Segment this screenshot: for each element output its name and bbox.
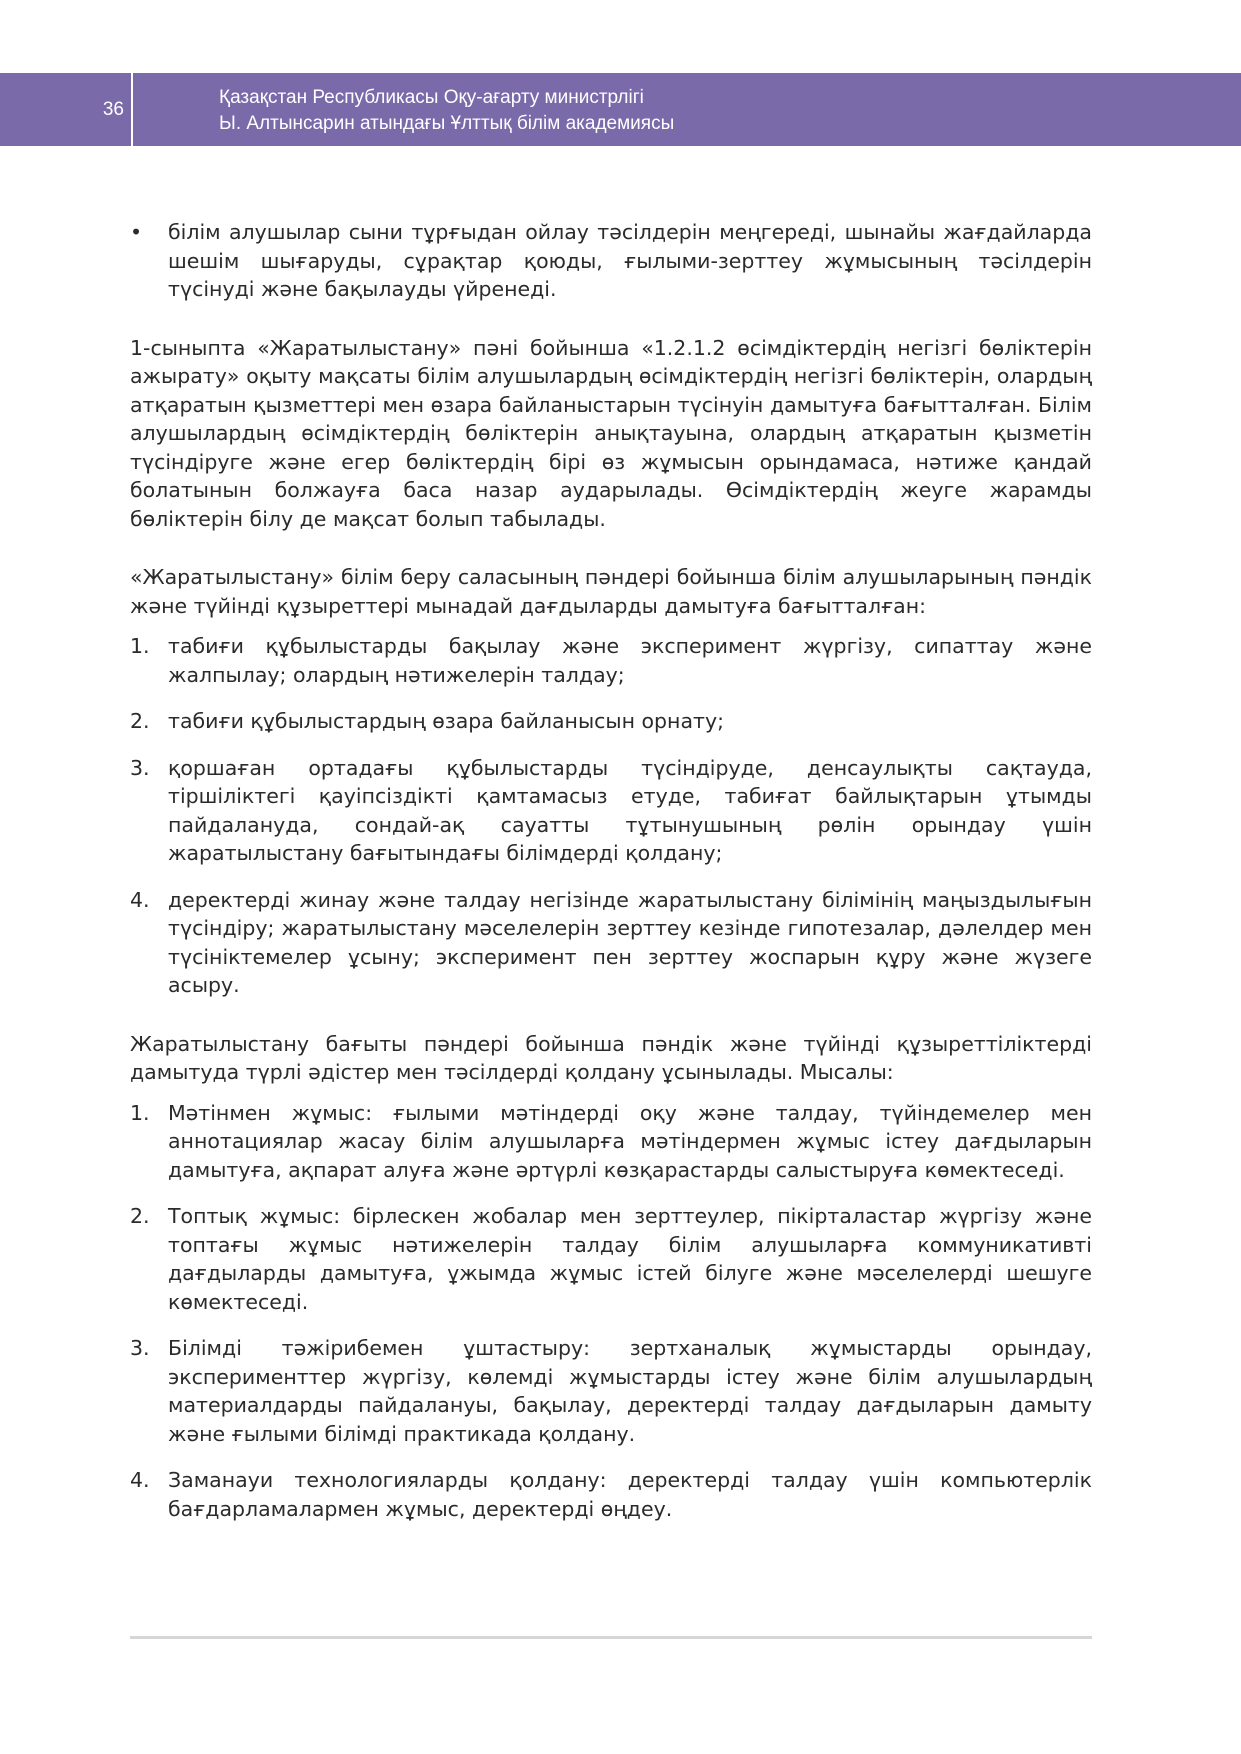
footer-divider <box>130 1636 1092 1639</box>
list-item-text: Топтық жұмыс: бірлескен жобалар мен зерттеулер, пікірталастар жүргізу және топтағы жұмыс нәтижелерін талдау білім алушыларға коммуникативті дағдыларды дамытуға, ұжымда жұмыс істей білуге және мәселелерді шешуге көмектеседі. <box>168 1204 1092 1314</box>
list-item-number: 2. <box>130 709 150 733</box>
list-item <box>130 1099 1092 1185</box>
list-item-text: Білімді тәжірибемен ұштастыру: зертханалық жұмыстарды орындау, эксперименттер жүргізу, көлемді жұмыстарды істеу және білім алушылардың материалдарды пайдалануы, бақылау, деректерді талдау дағдыларын дамыту және ғылыми білімді практикада қолдану. <box>168 1336 1092 1446</box>
list-item-number: 3. <box>130 1336 150 1360</box>
header-title-block <box>133 73 1241 146</box>
main-content <box>130 218 1092 1523</box>
paragraph-methods-intro: Жаратылыстану бағыты пәндері бойынша пәндік және түйінді құзыреттіліктерді дамытуда түрлі әдістер мен тәсілдерді қолдану ұсынылады. Мысалы: <box>130 1031 1092 1084</box>
list-item-number: 1. <box>130 1100 150 1125</box>
list-item-text: табиғи құбылыстарды бақылау және эксперимент жүргізу, сипаттау және жалпылау; олардың нәтижелерін талдау; <box>168 634 1092 687</box>
competencies-list <box>130 632 1092 1000</box>
page-number: 36 <box>0 73 131 146</box>
paragraph-competencies-intro: «Жаратылыстану» білім беру саласының пәндері бойынша білім алушыларының пәндік және түйінді құзыреттері мынадай дағдыларды дамытуға бағытталған: <box>130 565 1092 618</box>
methods-list <box>130 1099 1092 1524</box>
list-item-text: Мәтінмен жұмыс: ғылыми мәтіндерді оқу және талдау, түйіндемелер мен аннотациялар жасау білім алушыларға мәтіндермен жұмыс істеу дағдыларын дамытуға, ақпарат алуға және әртүрлі көзқарастарды салыстыруға көмектеседі. <box>168 1100 1092 1182</box>
bullet-item <box>130 218 1092 304</box>
list-item-text: қоршаған ортадағы құбылыстарды түсіндіруде, денсаулықты сақтауда, тіршіліктегі қауіпсіздікті қамтамасыз етуде, табиғат байлықтарын ұтымды пайдалануда, сондай-ақ сауатты тұтынушының рөлін орындау үшін жаратылыстану бағытындағы білімдерді қолдану; <box>168 755 1092 865</box>
list-item-text: деректерді жинау және талдау негізінде жаратылыстану білімінің маңыздылығын түсіндіру; жаратылыстану мәселелерін зерттеу кезінде гипотезалар, дәлелдер мен түсініктемелер ұсыну; эксперимент пен зерттеу жоспарын құру және жүзеге асыру. <box>168 887 1092 997</box>
list-item <box>130 754 1092 868</box>
list-item <box>130 1334 1092 1448</box>
paragraph-learning-objective: 1-сыныпта «Жаратылыстану» пәні бойынша «1.2.1.2 өсімдіктердің негізгі бөліктерін ажырату» оқыту мақсаты білім алушылардың өсімдіктердің негізгі бөліктерін, олардың атқаратын қызметтері мен өзара байланыстарын түсінуін дамытуға бағытталған. Білім алушылардың өсімдіктердің бөліктерін анықтауына, олардың атқаратын қызметін түсіндіруге және егер бөліктердің бірі өз жұмысын орындамаса, нәтиже қандай болатынын болжауға баса назар аударылады. Өсімдіктердің жеуге жарамды бөліктерін білу де мақсат болып табылады. <box>130 335 1092 531</box>
list-item <box>130 1202 1092 1316</box>
list-item-text: табиғи құбылыстардың өзара байланысын орнату; <box>168 709 725 733</box>
header-line-academy: Ы. Алтынсарин атындағы Ұлттық білім академиясы <box>219 113 675 134</box>
list-item <box>130 707 1092 736</box>
list-item-number: 1. <box>130 634 150 658</box>
list-item-number: 3. <box>130 755 150 780</box>
list-item-text: Заманауи технологияларды қолдану: деректерді талдау үшін компьютерлік бағдарламалармен жұмыс, деректерді өңдеу. <box>168 1468 1092 1521</box>
bullet-text: білім алушылар сыни тұрғыдан ойлау тәсілдерін меңгереді, шынайы жағдайларда шешім шығаруды, сұрақтар қоюды, ғылыми-зерттеу жұмысының тәсілдерін түсінуді және бақылауды үйренеді. <box>168 220 1092 301</box>
page-header <box>0 73 1241 146</box>
header-line-ministry: Қазақстан Республикасы Оқу-ағарту министрлігі <box>219 87 644 108</box>
list-item <box>130 886 1092 1000</box>
bullet-marker: • <box>130 220 143 244</box>
list-item-number: 4. <box>130 1468 150 1492</box>
list-item <box>130 632 1092 689</box>
list-item-number: 4. <box>130 887 150 912</box>
list-item-number: 2. <box>130 1204 150 1228</box>
list-item <box>130 1466 1092 1523</box>
